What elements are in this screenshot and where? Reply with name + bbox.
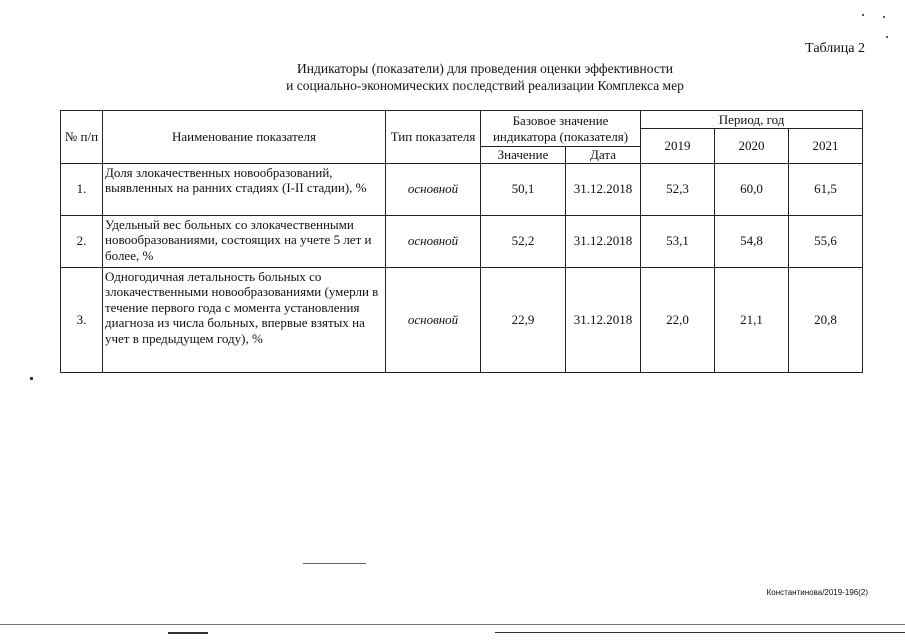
row-2020: 60,0: [715, 163, 789, 215]
header-num: № п/п: [61, 111, 103, 164]
row-num: 1.: [61, 163, 103, 215]
indicators-table: [60, 110, 863, 373]
header-year-2020: 2020: [715, 129, 789, 164]
row-name: Удельный вес больных со злокачественными новообразованиями, состоящих на учете 5 лет и более, %: [103, 215, 386, 267]
heading-line-2: и социально-экономических последствий реализации Комплекса мер: [286, 78, 684, 93]
row-name: Доля злокачественных новообразований, выявленных на ранних стадиях (I-II стадии), %: [103, 163, 386, 215]
row-value: 22,9: [481, 267, 566, 372]
table-label: Таблица 2: [805, 41, 865, 56]
row-date: 31.12.2018: [566, 267, 641, 372]
header-base-date: Дата: [566, 147, 641, 164]
row-date: 31.12.2018: [566, 215, 641, 267]
scan-speck: [30, 377, 33, 380]
row-2021: 20,8: [789, 267, 863, 372]
table-row: [61, 215, 863, 267]
scan-line: [0, 624, 905, 625]
scan-speck: [886, 36, 888, 38]
header-period: Период, год: [641, 111, 863, 129]
row-type: основной: [386, 215, 481, 267]
scan-line: [168, 632, 208, 634]
scan-speck: [862, 14, 864, 16]
document-heading: [160, 60, 810, 94]
header-row: [61, 111, 863, 129]
row-2019: 22,0: [641, 267, 715, 372]
row-type: основной: [386, 267, 481, 372]
scan-line: [303, 563, 366, 564]
row-2020: 54,8: [715, 215, 789, 267]
table-row: [61, 267, 863, 372]
table-row: [61, 163, 863, 215]
scan-speck: [883, 16, 885, 18]
row-type: основной: [386, 163, 481, 215]
header-name: Наименование показателя: [103, 111, 386, 164]
row-2021: 61,5: [789, 163, 863, 215]
row-2019: 52,3: [641, 163, 715, 215]
header-year-2021: 2021: [789, 129, 863, 164]
document-stamp: Константинова/2019-196(2): [766, 588, 868, 597]
header-type: Тип показателя: [386, 111, 481, 164]
row-value: 52,2: [481, 215, 566, 267]
row-name: Одногодичная летальность больных со злокачественными новообразованиями (умерли в течение первого года с момента установления диагноза из числа больных, впервые взятых на учет в предыдущем году), %: [103, 267, 386, 372]
heading-line-1: Индикаторы (показатели) для проведения оценки эффективности: [297, 61, 673, 76]
row-2019: 53,1: [641, 215, 715, 267]
header-year-2019: 2019: [641, 129, 715, 164]
scan-line: [495, 632, 905, 633]
header-base-value: Значение: [481, 147, 566, 164]
row-num: 2.: [61, 215, 103, 267]
row-date: 31.12.2018: [566, 163, 641, 215]
row-2020: 21,1: [715, 267, 789, 372]
row-2021: 55,6: [789, 215, 863, 267]
header-base: Базовое значение индикатора (показателя): [481, 111, 641, 147]
row-value: 50,1: [481, 163, 566, 215]
row-num: 3.: [61, 267, 103, 372]
